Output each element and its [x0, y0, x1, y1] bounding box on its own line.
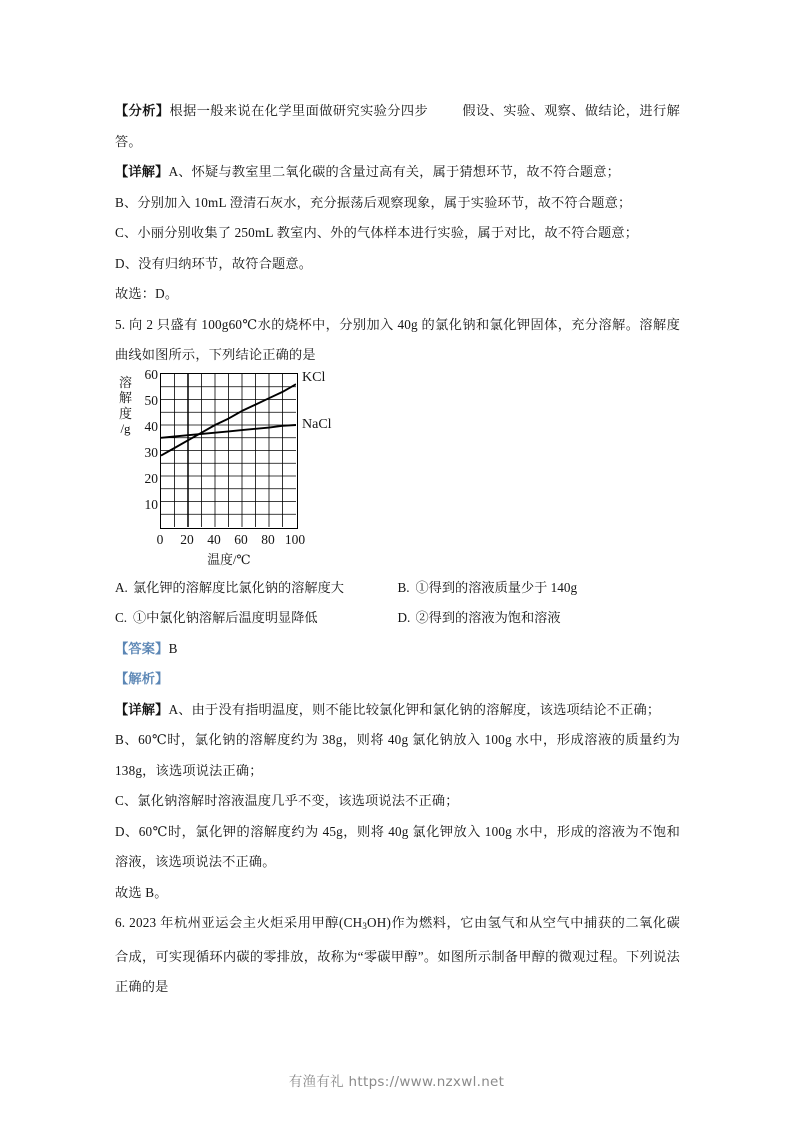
detail-text-a: A、怀疑与教室里二氧化碳的含量过高有关，属于猜想环节，故不符合题意； [168, 164, 621, 179]
detail-q5-marker: 【详解】 [115, 701, 169, 717]
paragraph-detail-q4-a [115, 157, 680, 188]
y-tick-50: 50 [144, 392, 158, 408]
solubility-curve-figure [115, 366, 680, 569]
x-tick-60: 60 [234, 531, 248, 547]
watermark: 有渔有礼 https://www.nzxwl.net [288, 1074, 505, 1090]
y-axis-title-char-2: 度 [118, 405, 132, 421]
y-tick-20: 20 [144, 470, 158, 486]
analysis-marker: 【分析】 [115, 103, 170, 118]
analysis-section-marker: 【解析】 [115, 671, 169, 686]
answer-marker: 【答案】 [115, 640, 169, 656]
x-tick-100: 100 [284, 531, 306, 547]
question-6-text-post: OH)作为燃料，它由氢气和从空气中捕获的二氧化碳合成，可实现循环内碳的零排放，故称为“零碳甲醇”。如图所示制备甲醇的微观过程。下列说法正确的是 [115, 915, 680, 995]
chart-plot-area [160, 373, 298, 529]
question-6-subscript: 3 [362, 921, 368, 932]
analysis-text-part1: 根据一般来说在化学里面做研究实验分四步 [169, 103, 429, 118]
document-content [115, 96, 680, 1003]
detail-q5-a [115, 695, 680, 726]
options-list [115, 573, 680, 634]
question-6-text-pre: 6. 2023 年杭州亚运会主火炬采用甲醇(CH [115, 915, 363, 930]
analysis-line [115, 664, 680, 695]
option-d[interactable] [398, 603, 681, 634]
option-d-text: ②得到的溶液为饱和溶液 [415, 610, 561, 625]
detail-q5-d: D、60℃时，氯化钾的溶解度约为 45g，则将 40g 氯化钾放入 100g 水中，形成的溶液为不饱和溶液，该选项说法不正确。 [115, 823, 680, 869]
option-d-letter: D. [397, 610, 411, 625]
y-tick-40: 40 [144, 418, 158, 434]
x-tick-80: 80 [261, 531, 275, 547]
series-label-nacl: NaCl [302, 416, 332, 432]
paragraph-analysis-q4 [115, 96, 680, 157]
y-axis-title-char-3: /g [120, 421, 131, 436]
x-tick-40: 40 [207, 531, 221, 547]
paragraph-detail-q4-d: D、没有归纳环节，故符合题意。 [115, 255, 313, 271]
analysis-text-part2: 假设、实验、观察、做结论，进行解答。 [115, 103, 680, 149]
answer-line [115, 634, 680, 665]
option-c-text: ①中氯化钠溶解后温度明显降低 [133, 610, 318, 625]
option-b[interactable] [398, 573, 681, 604]
option-a-text: 氯化钾的溶解度比氯化钠的溶解度大 [133, 579, 344, 595]
y-axis-title-char-1: 解 [118, 390, 132, 405]
y-tick-10: 10 [144, 496, 158, 512]
question-6-stem [115, 908, 680, 1003]
y-axis-ticks [134, 366, 158, 529]
options-row-2 [115, 603, 680, 634]
option-b-letter: B. [397, 579, 410, 595]
y-tick-30: 30 [144, 444, 158, 460]
conclusion-q5: 故选 B。 [115, 884, 168, 900]
option-a-letter: A. [115, 579, 128, 595]
chart-svg [161, 374, 296, 527]
detail-q5-c: C、氯化钠溶解时溶液温度几乎不变，该选项说法不正确； [115, 793, 459, 808]
series-label-kcl: KCl [302, 369, 326, 385]
x-tick-0: 0 [156, 531, 164, 547]
chart-container [117, 366, 367, 569]
detail-marker: 【详解】 [115, 164, 169, 179]
option-c[interactable] [115, 603, 398, 634]
detail-q5-b: B、60℃时，氯化钠的溶解度约为 38g，则将 40g 氯化钠放入 100g 水中，形成溶液的质量约为 138g，该选项说法正确； [115, 732, 680, 778]
option-c-letter: C. [115, 610, 128, 625]
paragraph-detail-q4-c: C、小丽分别收集了 250mL 教室内、外的气体样本进行实验，属于对比，故不符合题意； [115, 225, 639, 240]
detail-q5-a-text: A、由于没有指明温度，则不能比较氯化钾和氯化钠的溶解度，该选项结论不正确； [168, 701, 661, 717]
options-row-1 [115, 573, 680, 604]
x-tick-20: 20 [180, 531, 194, 547]
question-5-stem: 5. 向 2 只盛有 100g60℃水的烧杯中，分别加入 40g 的氯化钠和氯化钾固体，充分溶解。溶解度曲线如图所示，下列结论正确的是 [115, 316, 680, 362]
paragraph-detail-q4-b: B、分别加入 10mL 澄清石灰水，充分振荡后观察现象，属于实验环节，故不符合题意； [115, 194, 632, 210]
option-b-text: ①得到的溶液质量少于 140g [415, 579, 578, 595]
y-axis-title-char-0: 溶 [118, 374, 132, 390]
x-axis-title: 温度/℃ [207, 552, 251, 567]
x-axis-ticks [156, 531, 306, 549]
y-tick-60: 60 [144, 366, 158, 382]
option-a[interactable] [115, 573, 398, 604]
y-axis-title [117, 375, 134, 437]
paragraph-answer-q4: 故选：D。 [115, 286, 179, 301]
answer-value: B [168, 640, 178, 656]
